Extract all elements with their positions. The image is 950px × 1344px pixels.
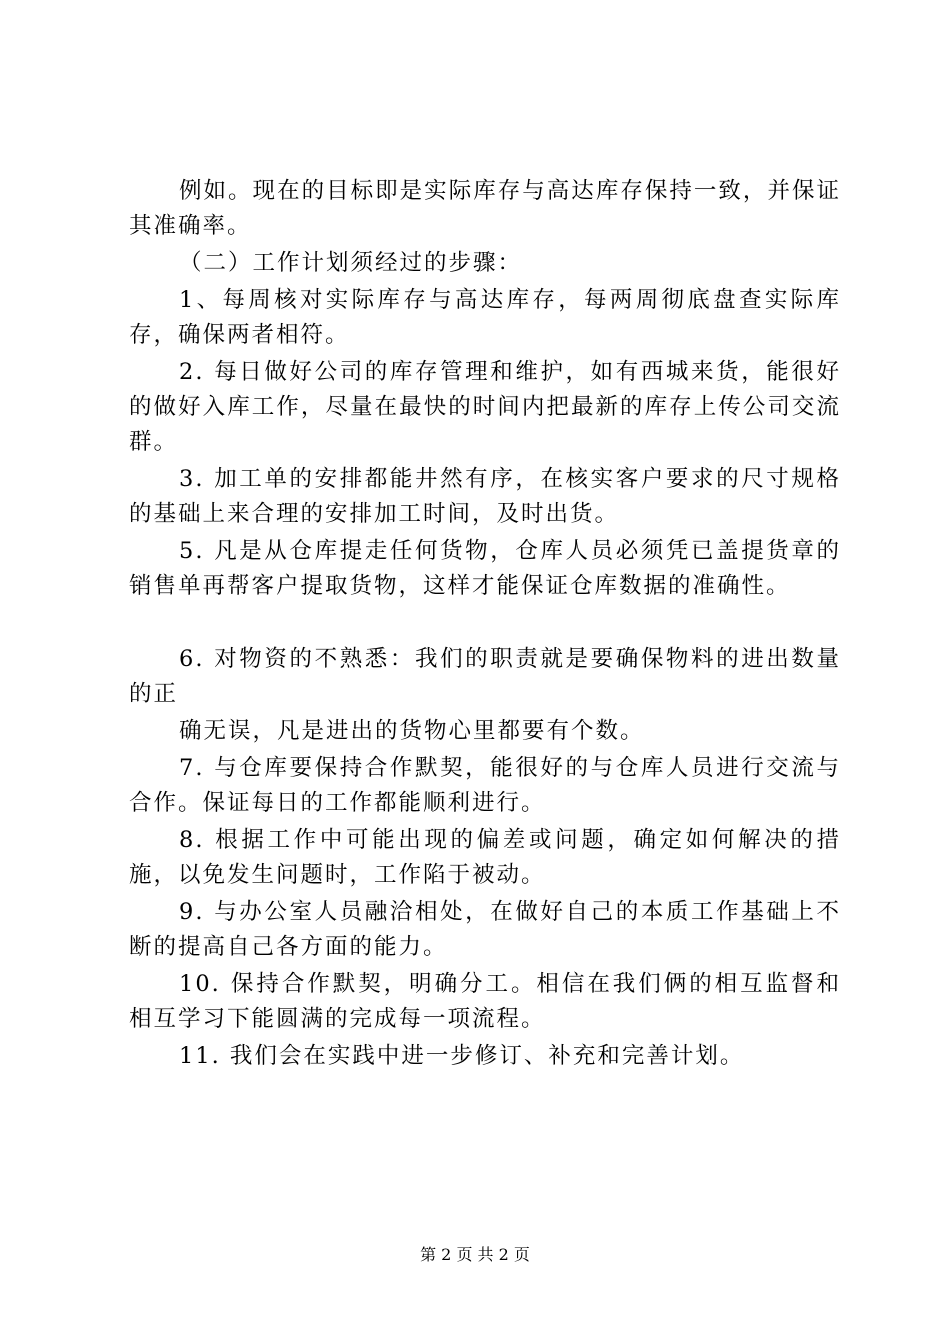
page-footer: 第 2 页 共 2 页 <box>420 1245 530 1264</box>
paragraph-step-10: 10. 保持合作默契，明确分工。相信在我们俩的相互监督和相互学习下能圆满的完成每一项流程。 <box>129 971 841 1032</box>
paragraph-step-9: 9. 与办公室人员融洽相处，在做好自己的本质工作基础上不断的提高自己各方面的能力。 <box>129 899 841 960</box>
paragraph-step-7: 7. 与仓库要保持合作默契，能很好的与仓库人员进行交流与合作。保证每日的工作都能顺利进行。 <box>129 755 841 816</box>
paragraph-step-8: 8. 根据工作中可能出现的偏差或问题，确定如何解决的措施，以免发生问题时，工作陷于被动。 <box>129 827 841 888</box>
paragraph-step-3: 3. 加工单的安排都能井然有序，在核实客户要求的尺寸规格的基础上来合理的安排加工时间，及时出货。 <box>129 466 841 527</box>
paragraph-step-6-continued: 确无误，凡是进出的货物心里都要有个数。 <box>179 718 645 744</box>
paragraph-step-6: 6. 对物资的不熟悉：我们的职责就是要确保物料的进出数量的正 <box>129 646 841 707</box>
document-body <box>129 174 841 1076</box>
paragraph-intro: 例如。现在的目标即是实际库存与高达库存保持一致，并保证其准确率。 <box>129 178 841 239</box>
paragraph-step-11: 11. 我们会在实践中进一步修订、补充和完善计划。 <box>179 1043 745 1069</box>
paragraph-step-2: 2. 每日做好公司的库存管理和维护，如有西城来货，能很好的做好入库工作，尽量在最快的时间内把最新的库存上传公司交流群。 <box>129 359 841 455</box>
paragraph-step-5: 5. 凡是从仓库提走任何货物，仓库人员必须凭已盖提货章的销售单再帮客户提取货物，这样才能保证仓库数据的准确性。 <box>129 538 841 599</box>
paragraph-step-1: 1、每周核对实际库存与高达库存，每两周彻底盘查实际库存，确保两者相符。 <box>129 287 841 348</box>
paragraph-steps-heading: （二）工作计划须经过的步骤： <box>179 250 523 276</box>
